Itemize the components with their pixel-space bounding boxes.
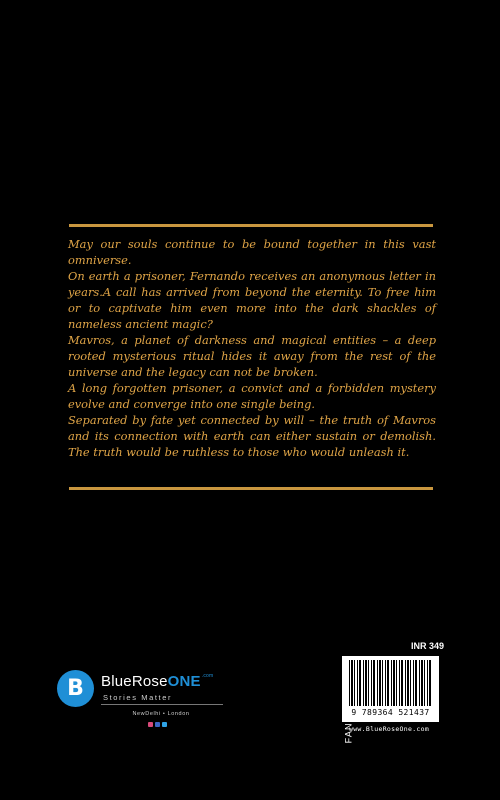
publisher-mark-letter: B (67, 675, 84, 701)
facebook-icon (155, 722, 160, 727)
publisher-website: www.BlueRoseOne.com (349, 725, 430, 733)
publisher-mark-icon (57, 670, 94, 707)
price-label: INR 349 (411, 641, 445, 651)
publisher-logo (57, 665, 227, 755)
publisher-tagline: Stories Matter (103, 693, 173, 702)
blurb-paragraph: May our souls continue to be bound together in this vast omniverse. (68, 237, 436, 267)
publisher-divider (101, 704, 223, 705)
back-cover-blurb (68, 236, 436, 460)
blurb-paragraph: Separated by fate yet connected by will – the truth of Mavros and its connection with earth can either sustain or demolish. The truth would be ruthless to those who would unleash it. (68, 413, 436, 459)
publisher-name (101, 673, 213, 690)
publisher-cities: NewDelhi • London (132, 711, 190, 717)
twitter-icon (162, 722, 167, 727)
blurb-paragraph: Mavros, a planet of darkness and magical entities – a deep rooted mysterious ritual hides it away from the rest of the universe and the legacy can not be broken. (68, 333, 436, 379)
isbn-digits: 9 789364 521437 (351, 708, 430, 717)
publisher-name-part1: BlueRose (101, 673, 168, 690)
blurb-paragraph: On earth a prisoner, Fernando receives an anonymous letter in years.A call has arrived from beyond the eternity. To free him or to captivate him even more into the dark shackles of nameless ancient magic? (68, 269, 436, 331)
isbn-barcode (342, 656, 439, 722)
social-icons (148, 722, 167, 727)
instagram-icon (148, 722, 153, 727)
publisher-name-part2: ONE (167, 673, 201, 690)
bottom-gold-rule (69, 487, 433, 490)
top-gold-rule (69, 224, 433, 227)
publisher-name-suffix: .com (201, 673, 214, 679)
barcode-bars (349, 660, 433, 706)
blurb-paragraph: A long forgotten prisoner, a convict and a forbidden mystery evolve and converge into one single being. (68, 381, 436, 411)
